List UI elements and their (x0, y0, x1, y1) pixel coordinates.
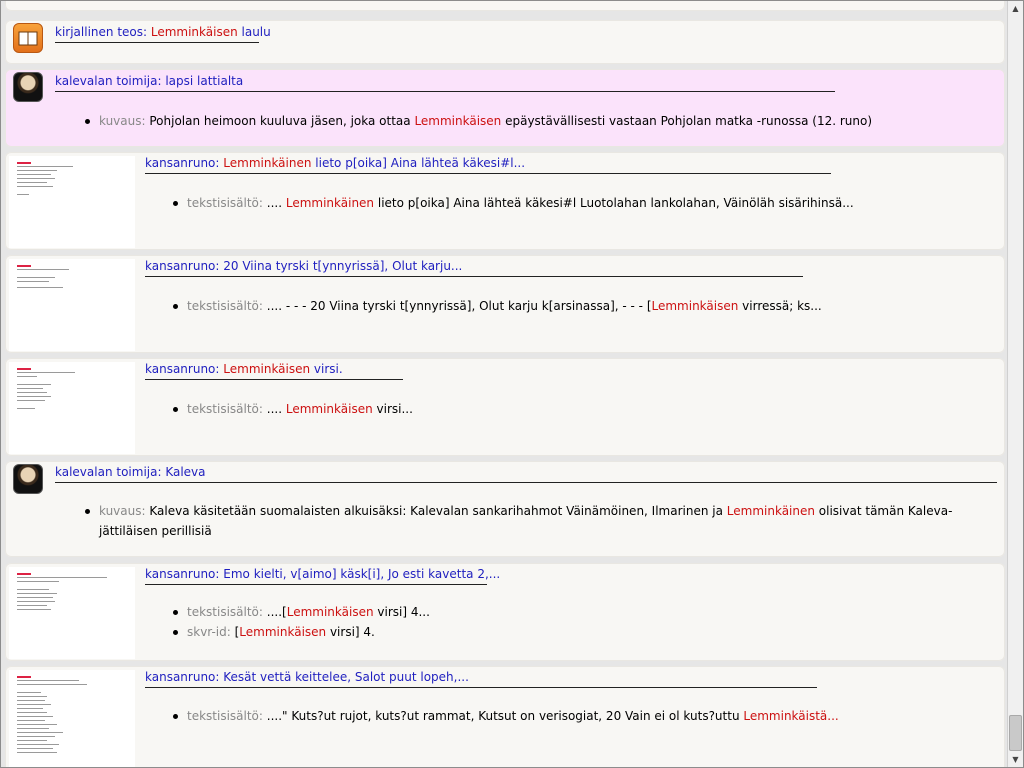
result-title-link[interactable]: kansanruno: Kesät vettä keittelee, Salot puut lopeh,... (145, 670, 817, 688)
detail-item: tekstisisältö: .... Lemminkäisen virsi... (173, 399, 993, 419)
result-details (173, 602, 993, 642)
result-card-partial (5, 1, 1005, 11)
person-icon (13, 72, 43, 102)
vertical-scrollbar[interactable] (1007, 1, 1023, 767)
result-details (173, 296, 993, 316)
manuscript-thumbnail[interactable] (9, 156, 135, 248)
result-details (173, 193, 993, 213)
result-title-link[interactable]: kalevalan toimija: lapsi lattialta (55, 74, 835, 92)
result-card-folk-poem (5, 563, 1005, 661)
result-title-link[interactable]: kalevalan toimija: Kaleva (55, 465, 997, 483)
result-details (85, 111, 985, 131)
result-card-folk-poem (5, 255, 1005, 353)
detail-item: tekstisisältö: .... Lemminkäinen lieto p[oika] Aina lähteä käkesi#l Luotolahan lankolahan, Väinöläh sisärihinsä... (173, 193, 993, 213)
result-details (173, 399, 993, 419)
result-details (85, 501, 985, 541)
detail-item: skvr-id: [Lemminkäisen virsi] 4. (173, 622, 993, 642)
detail-item: tekstisisältö: .... - - - 20 Viina tyrski t[ynnyrissä], Olut karju k[arsinassa], - - - [Lemminkäisen virressä; ks... (173, 296, 993, 316)
scroll-up-arrow-icon[interactable]: ▲ (1012, 4, 1019, 13)
detail-item: tekstisisältö: ...." Kuts?ut rujot, kuts?ut rammat, Kutsut on verisogiat, 20 Vain ei ol kuts?uttu Lemminkäistä... (173, 706, 993, 726)
detail-item: kuvaus: Kaleva käsitetään suomalaisten alkuisäksi: Kalevalan sankarihahmot Väinämöinen, Ilmarinen ja Lemminkäinen olisivat tämän Kaleva-jättiläisen perillisiä (85, 501, 985, 541)
scroll-down-arrow-icon[interactable]: ▼ (1012, 755, 1019, 764)
result-card-character (5, 69, 1005, 147)
result-details (173, 706, 993, 726)
detail-item: kuvaus: Pohjolan heimoon kuuluva jäsen, joka ottaa Lemminkäisen epäystävällisesti vastaan Pohjolan matka -runossa (12. runo) (85, 111, 985, 131)
manuscript-thumbnail[interactable] (9, 362, 135, 454)
result-title-link[interactable]: kirjallinen teos: Lemminkäisen laulu (55, 25, 259, 43)
results-list (3, 1, 1005, 767)
result-card-folk-poem (5, 152, 1005, 250)
scrollbar-thumb[interactable] (1009, 715, 1022, 751)
result-title-link[interactable]: kansanruno: Lemminkäinen lieto p[oika] Aina lähteä käkesi#l... (145, 156, 831, 174)
manuscript-thumbnail[interactable] (9, 670, 135, 767)
detail-item: tekstisisältö: ....[Lemminkäisen virsi] 4... (173, 602, 993, 622)
book-icon (13, 23, 43, 53)
result-card-character (5, 461, 1005, 557)
result-title-link[interactable]: kansanruno: 20 Viina tyrski t[ynnyrissä], Olut karju... (145, 259, 803, 277)
result-card-folk-poem (5, 666, 1005, 767)
manuscript-thumbnail[interactable] (9, 259, 135, 351)
result-title-link[interactable]: kansanruno: Lemminkäisen virsi. (145, 362, 403, 380)
result-card-literary-work (5, 20, 1005, 64)
manuscript-thumbnail[interactable] (9, 567, 135, 659)
person-icon (13, 464, 43, 494)
result-title-link[interactable]: kansanruno: Emo kielti, v[aimo] käsk[i], Jo esti kavetta 2,... (145, 567, 487, 585)
result-card-folk-poem (5, 358, 1005, 456)
